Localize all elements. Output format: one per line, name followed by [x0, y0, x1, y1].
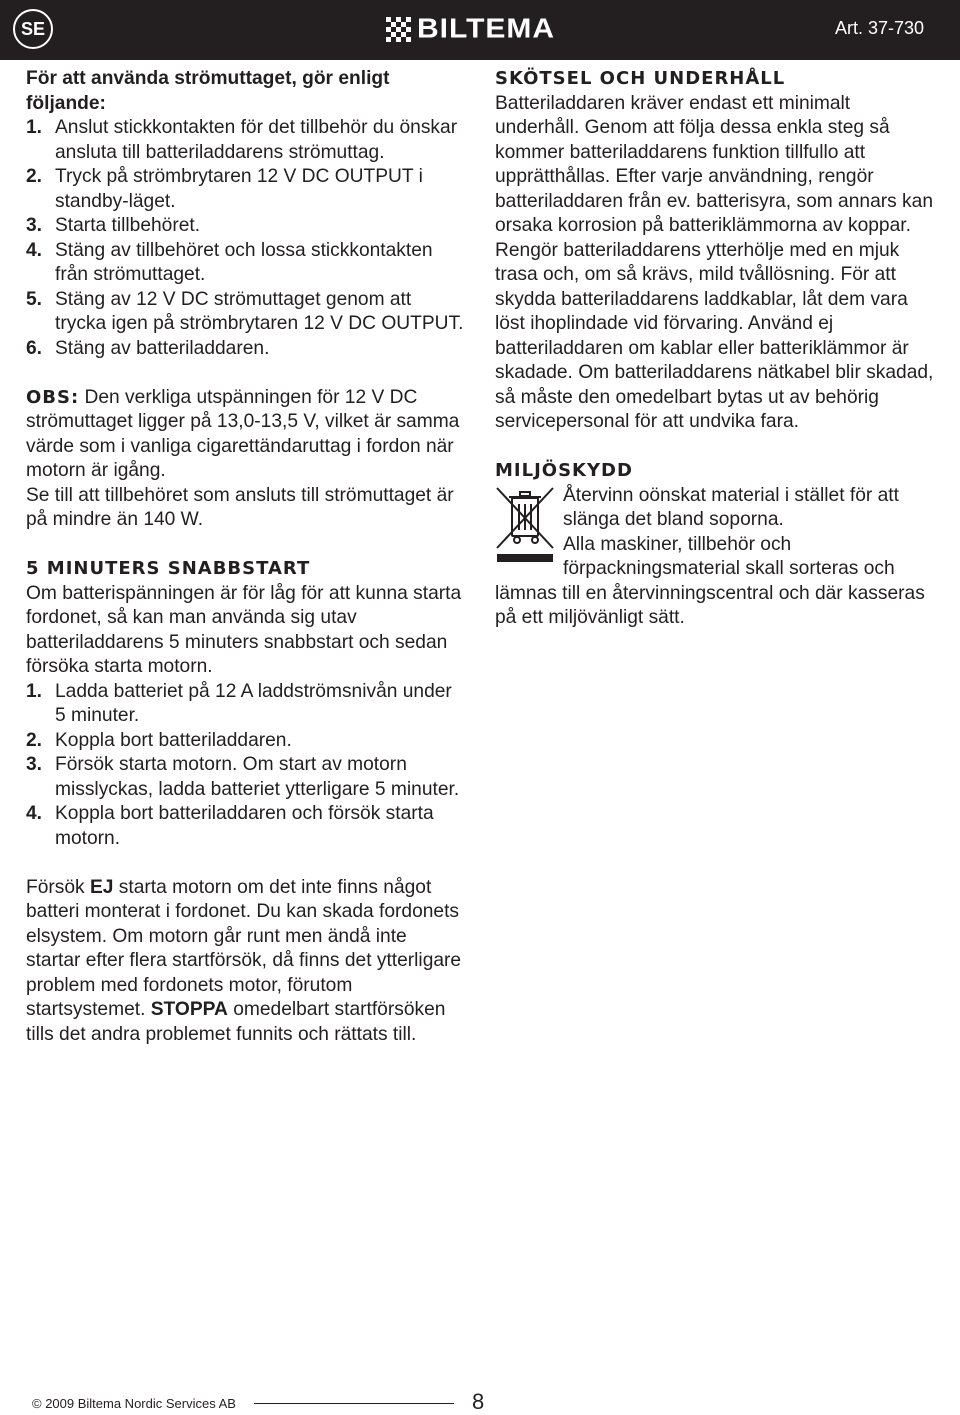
list-item: 4. Koppla bort batteriladdaren och försök starta motorn.	[26, 803, 434, 849]
quick-start-intro: Om batterispänningen är för låg för att kunna starta fordonet, så kan man använda sig utav batteriladdarens 5 minuters snabbstart och sedan försöka starta motorn.	[26, 582, 462, 677]
obs-label: OBS:	[26, 386, 80, 408]
list-item: 2. Tryck på strömbrytaren 12 V DC OUTPUT i standby-läget.	[26, 166, 423, 212]
power-outlet-steps	[26, 116, 466, 361]
header-bar	[0, 0, 960, 60]
crossed-out-wheelie-bin-icon	[495, 484, 555, 564]
language-badge: SE	[13, 9, 53, 49]
footer-divider	[254, 1403, 454, 1404]
warning-paragraph: Försök EJ starta motorn om det inte finns något batteri monterat i fordonet. Du kan skada fordonets elsystem. Om motorn går runt men ändå inte startar efter flera startförsök, då finns det ytterligare problem med fordonets motor, förutom startsystemet. STOPPA omedelbart startförsöken tills det andra problemet funnits och rättats till.	[26, 876, 462, 1045]
brand-name: BILTEMA	[417, 13, 556, 44]
list-item: 1. Ladda batteriet på 12 A laddströmsnivån under 5 minuter.	[26, 680, 452, 726]
obs-note-wattage: Se till att tillbehöret som ansluts till strömuttaget är på mindre än 140 W.	[26, 484, 454, 530]
quick-start-heading: 5 MINUTERS SNABBSTART	[26, 558, 311, 579]
environment-text-recycle: Återvinn oönskat material i stället för att slänga det bland soporna.	[563, 484, 899, 530]
checker-flag-icon	[386, 17, 411, 42]
environment-heading: MILJÖSKYDD	[495, 460, 633, 481]
list-item: 2. Koppla bort batteriladdaren.	[26, 729, 292, 751]
list-item: 5. Stäng av 12 V DC strömuttaget genom att trycka igen på strömbrytaren 12 V DC OUTPUT.	[26, 288, 464, 334]
list-item: 1. Anslut stickkontakten för det tillbehör du önskar ansluta till batteriladdarens strömuttag.	[26, 117, 458, 163]
power-outlet-intro: För att använda strömuttaget, gör enligt följande:	[26, 68, 390, 114]
copyright: © 2009 Biltema Nordic Services AB	[32, 1396, 236, 1411]
page-number: 8	[472, 1389, 485, 1414]
list-item: 4. Stäng av tillbehöret och lossa stickkontakten från strömuttaget.	[26, 239, 433, 285]
care-text: Batteriladdaren kräver endast ett minimalt underhåll. Genom att följa dessa enkla steg så kommer batteriladdarens funktion tillfullo att upprätthållas. Efter varje användning, rengör batteriladdaren från ev. batterisyra, som annars kan orsaka korrosion på batteriklämmorna av koppar. Rengör batteriladdarens ytterhölje med en mjuk trasa och, om så krävs, mild tvållösning. För att skydda batteriladdarens laddkablar, låt dem vara löst ihoplindade vid förvaring. Använd ej batteriladdaren om kablar eller batteriklämmor är skadade. Om batteriladdarens nätkabel blir skadad, så måste den omedelbart bytas ut av behörig servicepersonal för att undvika fara.	[495, 92, 934, 432]
list-item: 3. Starta tillbehöret.	[26, 215, 201, 236]
obs-note: OBS: Den verkliga utspänningen för 12 V DC strömuttaget ligger på 13,0-13,5 V, vilket är samma värde som i vanliga cigarettändaruttag i fordon när motorn är igång.	[26, 386, 460, 481]
quick-start-steps	[26, 680, 466, 852]
brand-logo	[386, 14, 555, 44]
list-item: 6. Stäng av batteriladdaren.	[26, 337, 270, 359]
environment-block	[495, 484, 935, 631]
care-heading: SKÖTSEL OCH UNDERHÅLL	[495, 68, 786, 89]
right-column	[495, 67, 935, 631]
article-number: Art. 37-730	[834, 18, 924, 38]
environment-text-sorting: Alla maskiner, tillbehör och förpackningsmaterial skall sorteras och lämnas till en återvinningscentral och där kasseras på ett miljövänligt sätt.	[495, 533, 925, 628]
left-column	[26, 67, 466, 1047]
list-item: 3. Försök starta motorn. Om start av motorn misslyckas, ladda batteriet ytterligare 5 minuter.	[26, 754, 460, 800]
